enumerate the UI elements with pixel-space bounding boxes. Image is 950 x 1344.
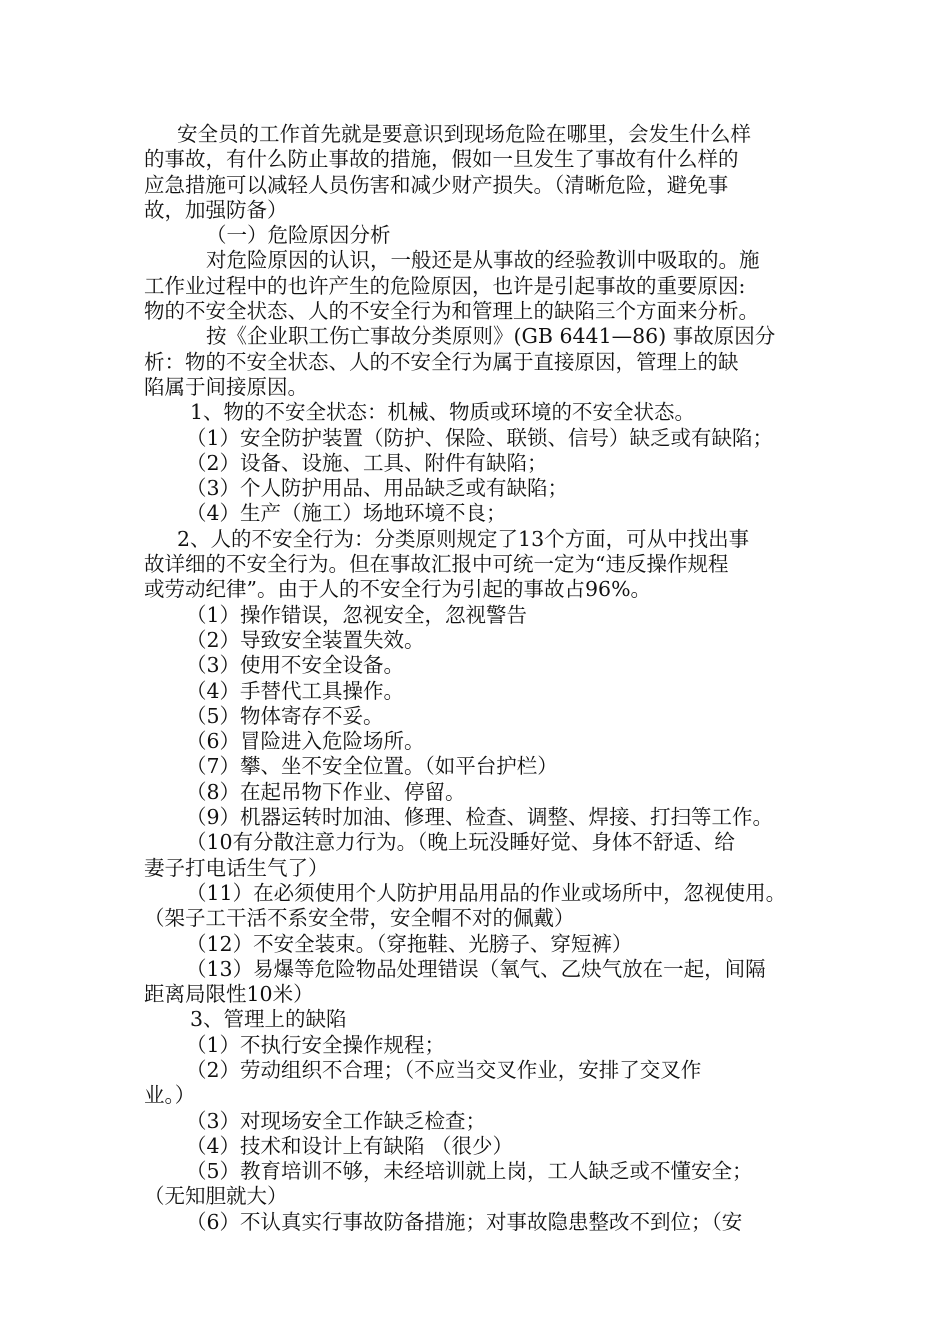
text-line: （2）导致安全装置失效。 — [186, 627, 425, 652]
text-line: （2）劳动组织不合理；（不应当交叉作业，安排了交叉作 — [186, 1057, 702, 1082]
text-line: （3）对现场安全工作缺乏检查； — [186, 1108, 487, 1133]
text-line: （1）安全防护装置（防护、保险、联锁、信号）缺乏或有缺陷； — [186, 425, 774, 450]
text-line: （1）不执行安全操作规程； — [186, 1032, 446, 1057]
text-line: 工作业过程中的也许产生的危险原因，也许是引起事故的重要原因: — [144, 273, 746, 298]
text-line: （11）在必须使用个人防护用品用品的作业或场所中，忽视使用。 — [186, 880, 787, 905]
text-line: （3）个人防护用品、用品缺乏或有缺陷； — [186, 476, 569, 501]
text-line: （4）手替代工具操作。 — [186, 678, 405, 703]
text-line: 或劳动纪律”。由于人的不安全行为引起的事故占96%。 — [144, 577, 652, 602]
text-line: （7）攀、坐不安全位置。（如平台护栏） — [186, 754, 558, 779]
text-line: 物的不安全状态、人的不安全行为和管理上的缺陷三个方面来分析。 — [144, 299, 759, 324]
text-line: 应急措施可以减轻人员伤害和减少财产损失。（清晰危险，避免事 — [144, 172, 729, 197]
text-line: （架子工干活不系安全带，安全帽不对的佩戴） — [144, 906, 575, 931]
text-line: （2）设备、设施、工具、附件有缺陷； — [186, 450, 548, 475]
text-line: 3、管理上的缺陷 — [190, 1007, 347, 1032]
text-line: 妻子打电话生气了） — [144, 855, 329, 880]
text-line: （一）危险原因分析 — [206, 223, 391, 248]
text-line: 故，加强防备） — [144, 197, 288, 222]
text-line: （13）易爆等危险物品处理错误（氧气、乙炔气放在一起，间隔 — [186, 956, 766, 981]
text-line: （6）不认真实行事故防备措施；对事故隐患整改不到位；（安 — [186, 1209, 743, 1234]
text-line: 安全员的工作首先就是要意识到现场危险在哪里，会发生什么样 — [177, 122, 751, 146]
text-line: 业。） — [144, 1083, 196, 1108]
text-line: 对危险原因的认识，一般还是从事故的经验教训中吸取的。施 — [206, 248, 760, 273]
text-line: 析：物的不安全状态、人的不安全行为属于直接原因，管理上的缺 — [144, 349, 739, 374]
text-line: （4）技术和设计上有缺陷 （很少） — [186, 1133, 514, 1158]
text-line: （无知胆就大） — [144, 1184, 288, 1209]
text-line: 按《企业职工伤亡事故分类原则》(GB 6441—86) 事故原因分 — [206, 324, 776, 349]
document-body — [144, 122, 824, 1235]
text-line: （8）在起吊物下作业、停留。 — [186, 779, 466, 804]
text-line: 1、物的不安全状态：机械、物质或环境的不安全状态。 — [190, 400, 696, 425]
text-line: （3）使用不安全设备。 — [186, 653, 405, 678]
text-line: （6）冒险进入危险场所。 — [186, 729, 425, 754]
text-line: （4）生产（施工）场地环境不良； — [186, 501, 507, 526]
text-line: 2、人的不安全行为：分类原则规定了13个方面，可从中找出事 — [177, 526, 750, 551]
text-line: （10有分散注意力行为。（晚上玩没睡好觉、身体不舒适、给 — [186, 830, 735, 855]
text-line: （9）机器运转时加油、修理、检查、调整、焊接、打扫等工作。 — [186, 805, 774, 830]
text-line: 的事故，有什么防止事故的措施，假如一旦发生了事故有什么样的 — [144, 147, 739, 172]
text-line: 距离局限性10米） — [144, 982, 314, 1007]
text-line: （12）不安全装束。（穿拖鞋、光膀子、穿短裤） — [186, 931, 633, 956]
text-line: （5）教育培训不够，未经培训就上岗，工人缺乏或不懂安全； — [186, 1159, 753, 1184]
text-line: 陷属于间接原因。 — [144, 374, 308, 399]
text-line: （1）操作错误，忽视安全，忽视警告 — [186, 602, 528, 627]
text-line: 故详细的不安全行为。但在事故汇报中可统一定为“违反操作规程 — [144, 552, 729, 577]
text-line: （5）物体寄存不妥。 — [186, 703, 384, 728]
